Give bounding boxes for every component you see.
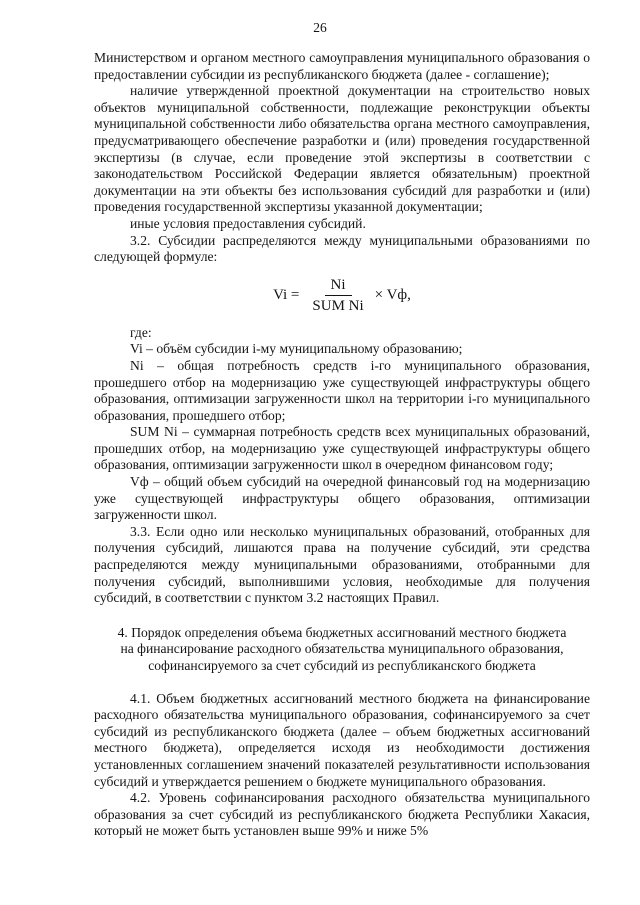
clause-3-2: 3.2. Субсидии распределяются между муниципальными образованиями по следующей формуле: — [94, 232, 590, 265]
definition-sum-ni: SUM Ni – суммарная потребность средств всех муниципальных образований, прошедших отбор, на модернизацию уже существующей инфраструктуры общего образования, оптимизации загруженности школ в очередном финансовом году; — [94, 424, 590, 473]
formula-denominator: SUM Ni — [312, 298, 364, 315]
formula-numerator: Ni — [325, 277, 352, 297]
clause-4-1: 4.1. Объем бюджетных ассигнований местного бюджета на финансирование расходного обязательства муниципального образования, софинансируемого за счет субсидий из республиканского бюджета (далее – объем бюджетных ассигнований местного бюджета), определяется исходя из необходимости достижения установленных соглашением значений показателей результативности использования субсидий и утверждается решением о бюджете муниципального образования. — [94, 690, 590, 789]
section-4-heading-line-2: на финансирование расходного обязательства муниципального образования, — [120, 641, 564, 657]
definition-vi: Vi – объём субсидии i-му муниципальному образованию; — [130, 341, 463, 357]
document-body — [94, 50, 590, 840]
definition-ni: Ni – общая потребность средств i-го муниципального образования, прошедшего отбор на модернизацию уже существующей инфраструктуры общего образования, оптимизации загруженности школ на территории i-го муниципального образования, прошедшего отбор; — [94, 357, 590, 423]
condition-other: иные условия предоставления субсидий. — [130, 215, 366, 231]
formula-fraction — [306, 277, 369, 315]
agreement-paragraph-end: Министерством и органом местного самоуправления муниципального образования о предоставлении субсидии из республиканского бюджета (далее - соглашение); — [94, 50, 590, 82]
section-4-heading-line-3: софинансируемого за счет субсидий из республиканского бюджета — [148, 658, 536, 673]
clause-3-3: 3.3. Если одно или несколько муниципальных образований, отобранных для получения субсидий, лишаются права на получение субсидий, эти средства распределяются между муниципальными образованиями, отобранными для получения субсидий, выполнившими условия, необходимые для получения субсидий, в соответствии с пунктом 3.2 настоящих Правил. — [94, 523, 590, 606]
distribution-formula — [94, 269, 590, 323]
condition-design-documentation: наличие утвержденной проектной документации на строительство новых объектов муниципальной собственности, подлежащие реконструкции объекты муниципальной собственности либо обязательства органа местного самоуправления, предусматривающего обеспечение разработки и (или) проведения государственной экспертизы (в случае, если проведение этой экспертизы в соответствии с законодательством Российской Федерации является обязательным) проектной документации на эти объекты без использования субсидий для разработки и (или) проведения государственной экспертизы указанной документации; — [94, 83, 590, 215]
page-number: 26 — [313, 20, 327, 35]
clause-4-2: 4.2. Уровень софинансирования расходного обязательства муниципального образования за счет субсидий из республиканского бюджета Республики Хакасия, который не может быть установлен выше 99% и ниже 5% — [94, 790, 590, 839]
section-4-heading — [94, 625, 590, 675]
definition-vf: Vф – общий объем субсидий на очередной финансовый год на модернизацию уже существующей инфраструктуры общего образования, оптимизации загруженности школ. — [94, 474, 590, 523]
section-4-heading-line-1: 4. Порядок определения объема бюджетных ассигнований местного бюджета — [117, 624, 567, 640]
where-label: где: — [130, 324, 152, 340]
formula-rhs: × Vф, — [374, 287, 411, 304]
formula-lhs: Vi = — [273, 287, 300, 304]
